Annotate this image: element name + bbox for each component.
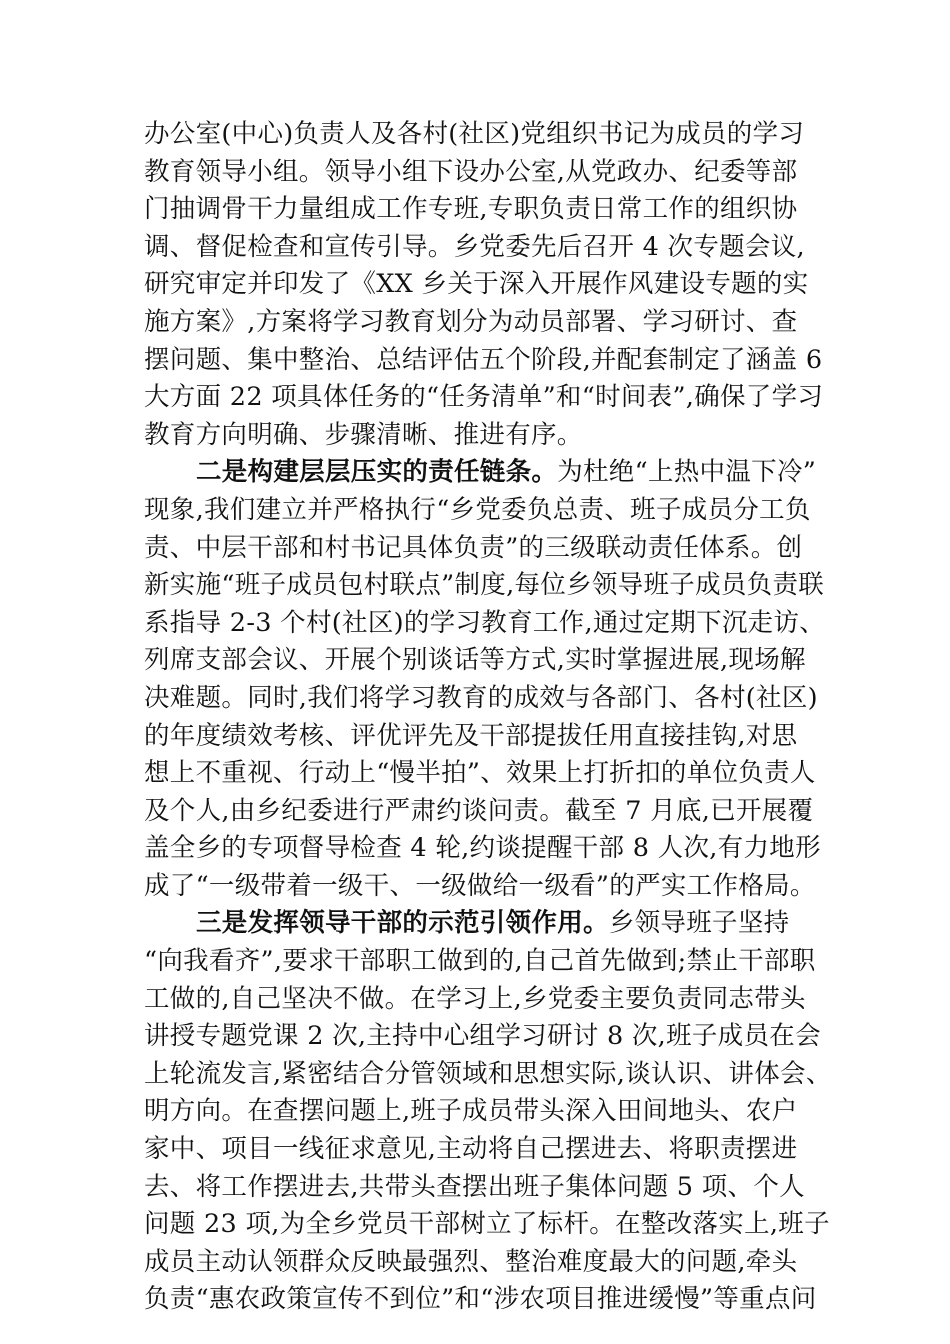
line-text: 成了“一级带着一级干、一级做给一级看”的严实工作格局。: [144, 870, 816, 901]
text-line: [144, 1018, 821, 1056]
line-text: 系指导 2-3 个村(社区)的学习教育工作,通过定期下沉走访、: [144, 607, 826, 638]
text-line: [144, 342, 823, 380]
text-line: [144, 905, 808, 943]
text-line: [144, 605, 826, 643]
line-text: 施方案》,方案将学习教育划分为动员部署、学习研讨、查: [144, 306, 798, 337]
line-text: 讲授专题党课 2 次,主持中心组学习研讨 8 次,班子成员在会: [144, 1021, 821, 1052]
text-line: [144, 755, 816, 793]
text-line: [144, 379, 824, 417]
text-line: [144, 417, 808, 455]
text-line: [144, 943, 816, 981]
line-text: 大方面 22 项具体任务的“任务清单”和“时间表”,确保了学习: [144, 382, 824, 413]
text-line: [144, 793, 814, 831]
line-text: 摆问题、集中整治、总结评估五个阶段,并配套制定了涵盖 6: [144, 344, 823, 375]
line-text: 想上不重视、行动上“慢半拍”、效果上打折扣的单位负责人: [144, 758, 816, 789]
line-text: 成员主动认领群众反映最强烈、整治难度最大的问题,牵头: [144, 1246, 798, 1277]
line-text: 家中、项目一线征求意见,主动将自己摆进去、将职责摆进: [144, 1134, 798, 1165]
text-line: [144, 1131, 808, 1169]
line-text: 问题 23 项,为全乡党员干部树立了标杆。在整改落实上,班子: [144, 1209, 830, 1240]
text-line: [144, 191, 808, 229]
line-text: 及个人,由乡纪委进行严肃约谈问责。截至 7 月底,已开展覆: [144, 795, 814, 826]
line-text: 上轮流发言,紧密结合分管领域和思想实际,谈认识、讲体会、: [144, 1058, 832, 1089]
document-body: [144, 116, 832, 1319]
line-text: 现象,我们建立并严格执行“乡党委负总责、班子成员分工负: [144, 494, 811, 525]
line-text: 的年度绩效考核、评优评先及干部提拔任用直接挂钩,对思: [144, 720, 798, 751]
text-line: [144, 266, 808, 304]
text-line: [144, 229, 808, 267]
line-text: 办公室(中心)负责人及各村(社区)党组织书记为成员的学习: [144, 119, 805, 149]
text-line: [144, 1169, 808, 1207]
paragraph-lead-heading: 二是构建层层压实的责任链条。: [196, 457, 558, 488]
text-line: [144, 454, 817, 492]
text-line: [144, 981, 808, 1019]
text-line: [144, 680, 818, 718]
line-text: “向我看齐”,要求干部职工做到的,自己首先做到;禁止干部职: [144, 946, 816, 977]
line-text: 明方向。在查摆问题上,班子成员带头深入田间地头、农户: [144, 1096, 798, 1127]
line-text: 新实施“班子成员包村联点”制度,每位乡领导班子成员负责联: [144, 570, 825, 601]
line-text: 教育领导小组。领导小组下设办公室,从党政办、纪委等部: [144, 156, 798, 187]
line-text: 调、督促检查和宣传引导。乡党委先后召开 4 次专题会议,: [144, 231, 805, 262]
line-text: 负责“惠农政策宣传不到位”和“涉农项目推进缓慢”等重点问: [144, 1284, 817, 1315]
text-line: [144, 1281, 817, 1319]
paragraph-lead-heading: 三是发挥领导干部的示范引领作用。: [196, 908, 609, 939]
text-line: [144, 304, 808, 342]
text-line: [144, 718, 808, 756]
text-line: [144, 154, 808, 192]
line-text: 决难题。同时,我们将学习教育的成效与各部门、各村(社区): [144, 682, 818, 713]
text-line: [144, 1056, 832, 1094]
text-line: [144, 868, 816, 906]
text-line: [144, 830, 821, 868]
line-text: 乡领导班子坚持: [608, 908, 790, 939]
line-text: 研究审定并印发了《XX 乡关于深入开展作风建设专题的实: [144, 269, 809, 300]
line-text: 盖全乡的专项督导检查 4 轮,约谈提醒干部 8 人次,有力地形: [144, 833, 821, 864]
text-line: [144, 492, 811, 530]
text-line: [144, 1244, 808, 1282]
text-line: [144, 116, 808, 154]
text-line: [144, 567, 825, 605]
line-text: 列席支部会议、开展个别谈话等方式,实时掌握进展,现场解: [144, 645, 806, 676]
line-text: 工做的,自己坚决不做。在学习上,乡党委主要负责同志带头: [144, 983, 806, 1014]
line-text: 门抽调骨干力量组成工作专班,专职负责日常工作的组织协: [144, 194, 798, 225]
text-line: [144, 1093, 808, 1131]
line-text: 为杜绝“上热中温下冷”: [557, 457, 817, 488]
line-text: 去、将工作摆进去,共带头查摆出班子集体问题 5 项、个人: [144, 1171, 805, 1202]
text-line: [144, 1206, 830, 1244]
text-line: [144, 642, 808, 680]
text-line: [144, 530, 808, 568]
line-text: 责、中层干部和村书记具体负责”的三级联动责任体系。创: [144, 532, 803, 563]
line-text: 教育方向明确、步骤清晰、推进有序。: [144, 419, 583, 450]
